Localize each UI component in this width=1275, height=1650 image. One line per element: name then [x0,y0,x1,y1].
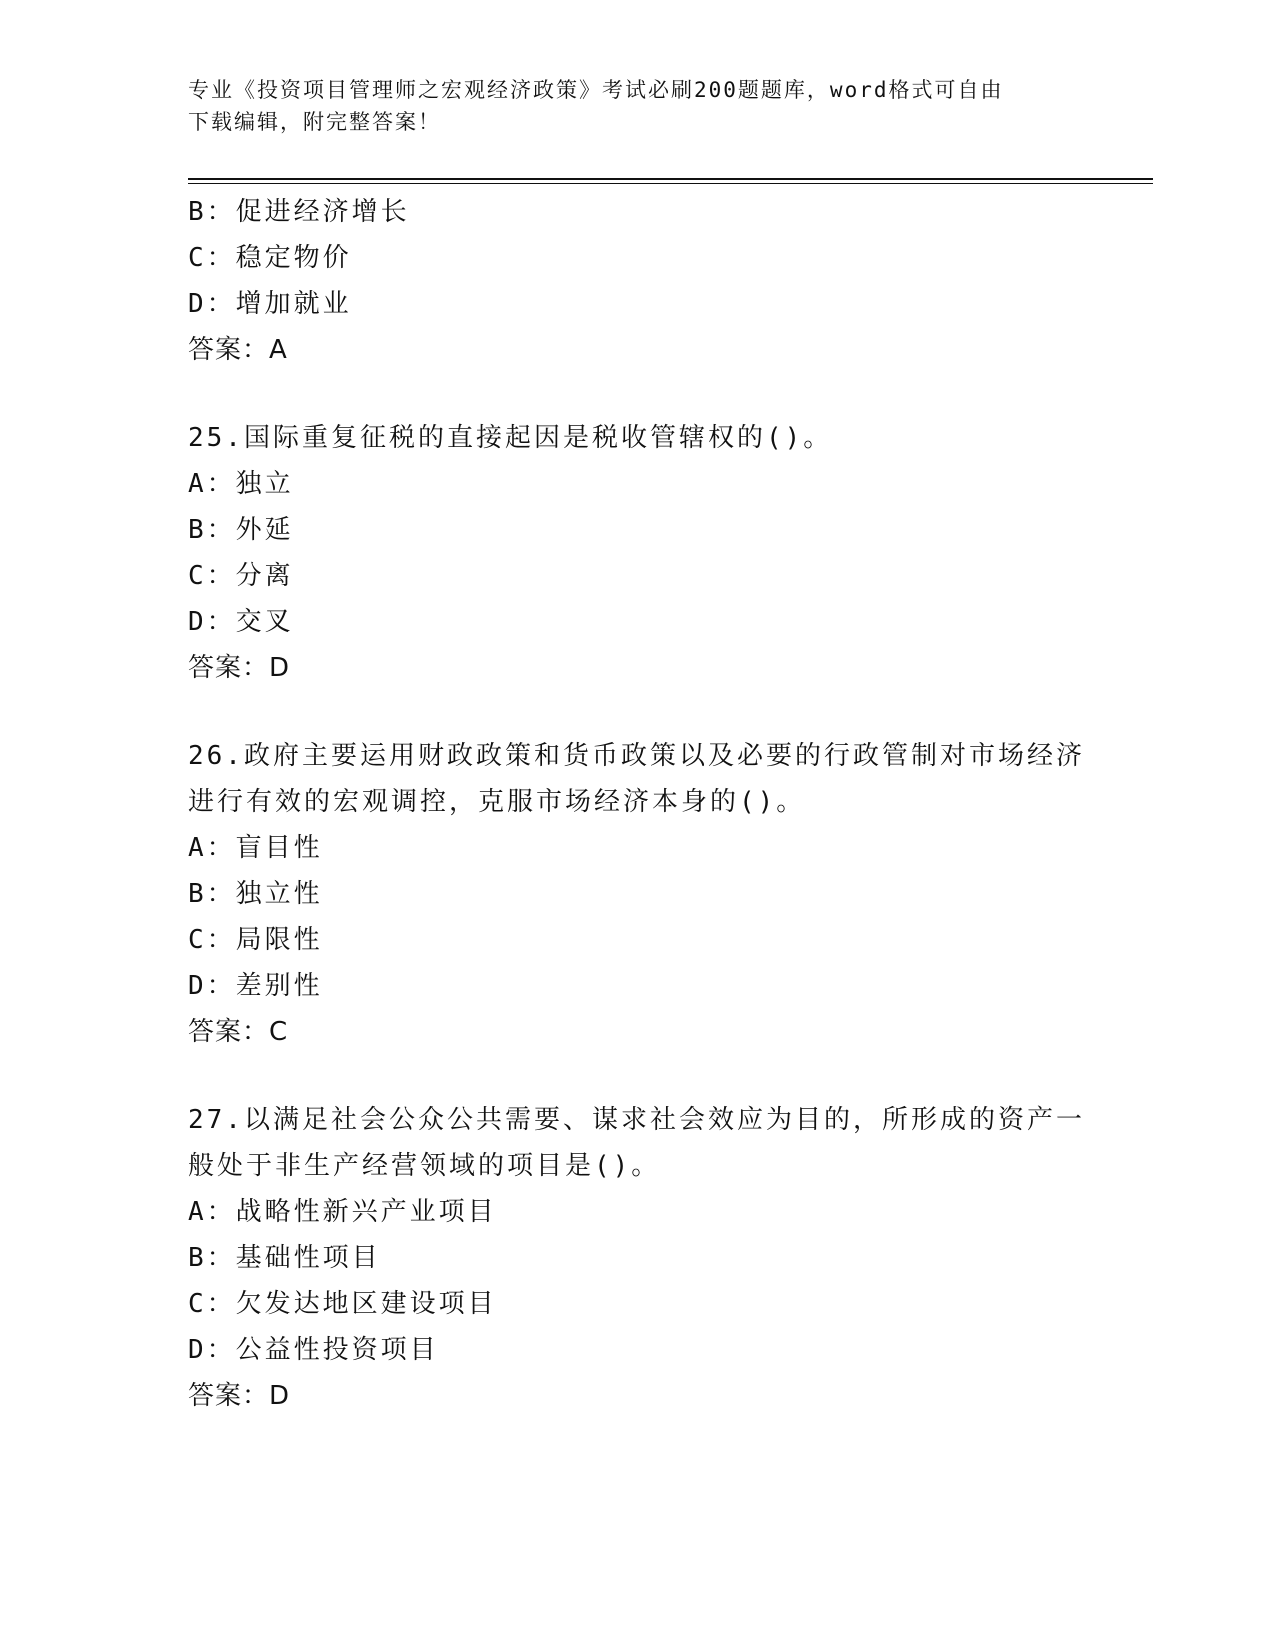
question-stem: 26.政府主要运用财政政策和货币政策以及必要的行政管制对市场经济 [188,741,1085,771]
option-d: D：交叉 [188,607,294,637]
question-27 [188,1097,1188,1419]
option-a: A：独立 [188,469,294,499]
question-24-tail [188,189,1188,373]
option-b: B：促进经济增长 [188,197,410,227]
option-c: C：欠发达地区建设项目 [188,1289,497,1319]
answer-line: 答案：A [188,335,288,365]
question-list [188,189,1188,1419]
option-a: A：盲目性 [188,833,323,863]
option-b: B：外延 [188,515,294,545]
question-stem-cont: 进行有效的宏观调控，克服市场经济本身的()。 [188,787,806,817]
question-25 [188,415,1188,691]
option-c: C：分离 [188,561,294,591]
option-d: D：公益性投资项目 [188,1335,439,1365]
question-26 [188,733,1188,1055]
option-d: D：差别性 [188,971,323,1001]
header-divider-thin [188,183,1153,184]
option-d: D：增加就业 [188,289,352,319]
option-b: B：基础性项目 [188,1243,381,1273]
document-header [188,74,1088,138]
question-stem: 25.国际重复征税的直接起因是税收管辖权的()。 [188,423,833,453]
header-divider [188,178,1153,180]
option-b: B：独立性 [188,879,323,909]
answer-line: 答案：D [188,1381,291,1411]
question-stem-cont: 般处于非生产经营领域的项目是()。 [188,1151,661,1181]
question-stem: 27.以满足社会公众公共需要、谋求社会效应为目的，所形成的资产一 [188,1105,1085,1135]
option-a: A：战略性新兴产业项目 [188,1197,497,1227]
answer-line: 答案：C [188,1017,289,1047]
answer-line: 答案：D [188,653,291,683]
option-c: C：稳定物价 [188,243,352,273]
option-c: C：局限性 [188,925,323,955]
header-line-2: 下载编辑，附完整答案！ [188,110,441,134]
header-line-1: 专业《投资项目管理师之宏观经济政策》考试必刷200题题库，word格式可自由 [188,78,1004,102]
